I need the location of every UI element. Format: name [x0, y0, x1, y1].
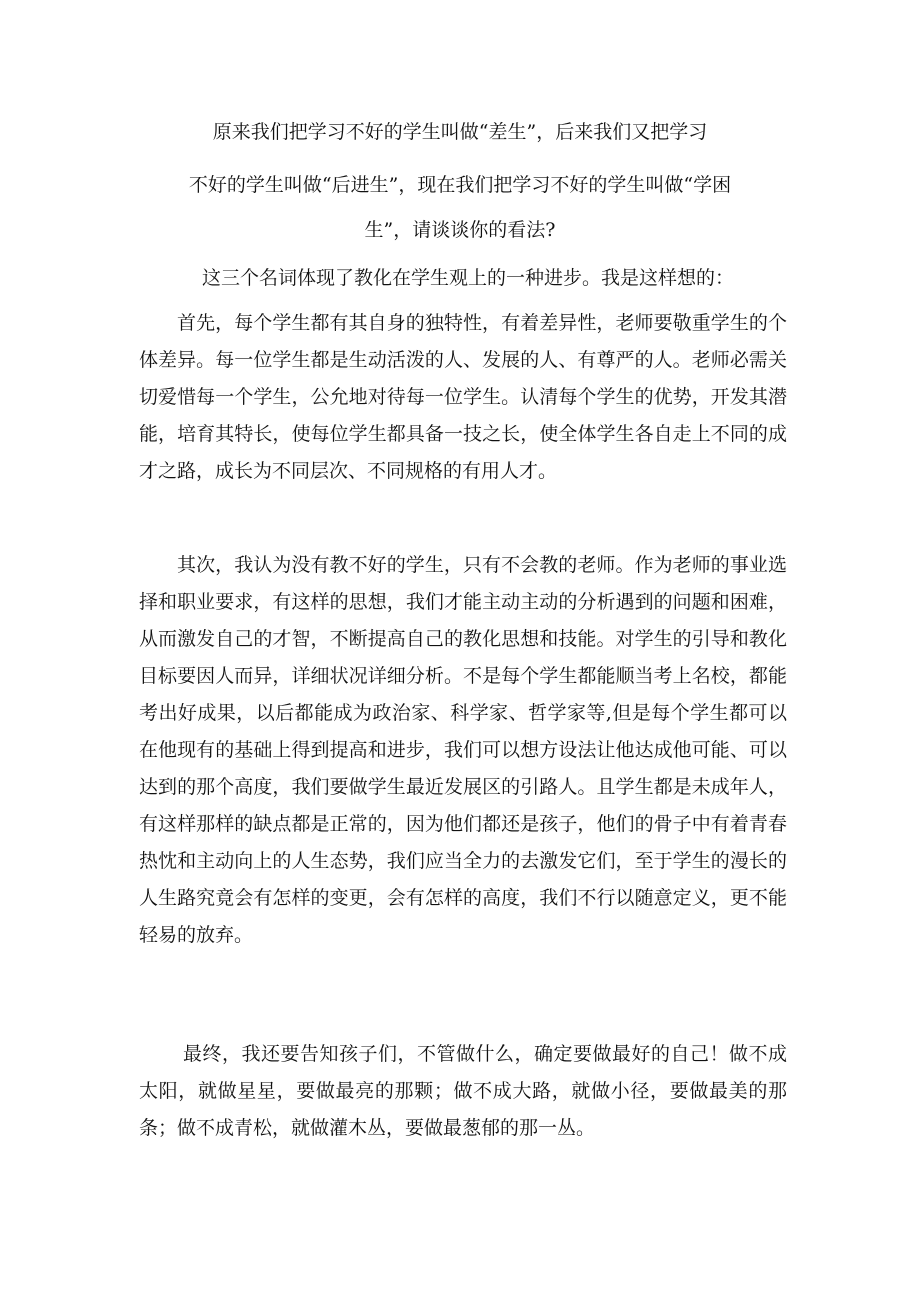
question-title-line-2: 不好的学生叫做“后进生”，现在我们把学习不好的学生叫做“学困 — [188, 174, 732, 196]
question-title-line-3: 生”，请谈谈你的看法? — [364, 219, 556, 241]
paragraph-final: 最终，我还要告知孩子们，不管做什么，确定要做最好的自己！做不成太阳，就做星星，要做最亮的那颗；做不成大路，就做小径，要做最美的那条；做不成青松，就做灌木丛，要做最葱郁的那一丛。 — [139, 1043, 787, 1139]
intro-paragraph: 这三个名词体现了教化在学生观上的一种进步。我是这样想的： — [202, 267, 735, 289]
paragraph-first: 首先，每个学生都有其自身的独特性，有着差异性，老师要敬重学生的个体差异。每一位学生都是生动活泼的人、发展的人、有尊严的人。老师必需关切爱惜每一个学生，公允地对待每一位学生。认清每个学生的优势，开发其潜能，培育其特长，使每位学生都具备一技之长，使全体学生各自走上不同的成才之路，成长为不同层次、不同规格的有用人才。 — [139, 312, 787, 482]
question-title-line-1: 原来我们把学习不好的学生叫做“差生”，后来我们又把学习 — [212, 121, 708, 143]
paragraph-second: 其次，我认为没有教不好的学生，只有不会教的老师。作为老师的事业选择和职业要求，有这样的思想，我们才能主动主动的分析遇到的问题和困难，从而激发自己的才智，不断提高自己的教化思想和技能。对学生的引导和教化目标要因人而异，详细状况详细分析。不是每个学生都能顺当考上名校，都能考出好成果，以后都能成为政治家、科学家、哲学家等,但是每个学生都可以在他现有的基础上得到提高和进步，我们可以想方设法让他达成他可能、可以达到的那个高度，我们要做学生最近发展区的引路人。且学生都是未成年人，有这样那样的缺点都是正常的，因为他们都还是孩子，他们的骨子中有着青春热忱和主动向上的人生态势，我们应当全力的去激发它们，至于学生的漫长的人生路究竟会有怎样的变更，会有怎样的高度，我们不行以随意定义，更不能轻易的放弃。 — [139, 554, 787, 946]
